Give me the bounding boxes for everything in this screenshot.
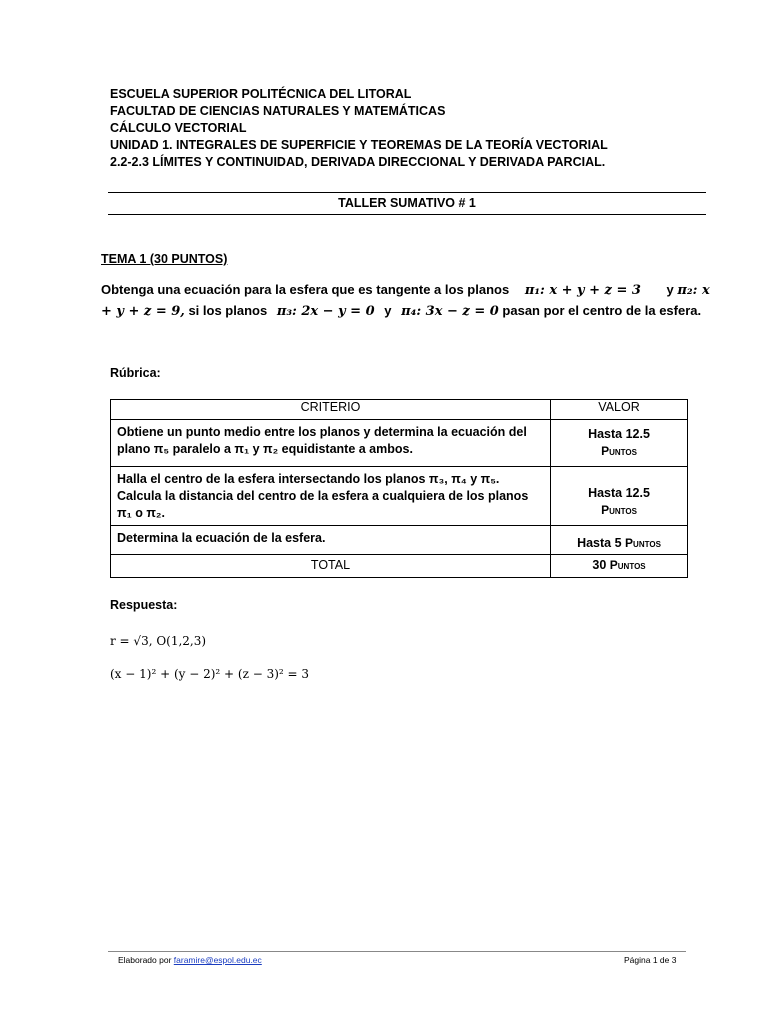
valor-unit: Puntos	[625, 536, 661, 550]
column-header-criterio: CRITERIO	[111, 400, 551, 420]
header-divider-bottom	[108, 214, 706, 215]
criterio-cell: Halla el centro de la esfera intersectando los planos π₃, π₄ y π₅. Calcula la distancia del centro de la esfera a cualquiera de los planos π₁ o π₂.	[111, 467, 551, 526]
valor-unit: Puntos	[601, 503, 637, 517]
header-divider-top	[108, 192, 706, 193]
answer-label: Respuesta:	[110, 598, 178, 612]
footer-elaborado: Elaborado por	[118, 955, 172, 965]
course-name: CÁLCULO VECTORIAL	[110, 121, 247, 135]
rubric-header-row	[111, 400, 688, 420]
author-email-link[interactable]: faramire@espol.edu.ec	[173, 955, 262, 965]
valor-cell	[551, 467, 688, 526]
rubric-label: Rúbrica:	[110, 366, 161, 380]
problem-text-2: si los planos	[188, 303, 268, 318]
total-amount: 30	[592, 558, 607, 572]
total-valor-cell	[551, 555, 688, 578]
total-unit: Puntos	[609, 558, 646, 572]
problem-text-3: pasan por el centro de la esfera.	[502, 303, 702, 318]
plane-pi2: π₂: x + y + z = 9,	[101, 283, 710, 319]
total-row	[111, 555, 688, 578]
problem-heading: TEMA 1 (30 PUNTOS)	[101, 252, 228, 266]
criterio-cell: Determina la ecuación de la esfera.	[111, 526, 551, 555]
footer-author	[118, 955, 262, 965]
plane-pi4: π₄: 3x − z = 0	[401, 304, 499, 319]
table-row	[111, 420, 688, 467]
valor-cell	[551, 420, 688, 467]
column-header-valor: VALOR	[551, 400, 688, 420]
answer-radius-center: r = √3, O(1,2,3)	[110, 634, 207, 648]
institution-name: ESCUELA SUPERIOR POLITÉCNICA DEL LITORAL	[110, 87, 412, 101]
valor-cell	[551, 526, 688, 555]
valor-amount: Hasta 12.5	[588, 486, 650, 500]
conjunction-y: y	[666, 282, 674, 297]
conjunction-y-2: y	[384, 303, 392, 318]
unit-title: UNIDAD 1. INTEGRALES DE SUPERFICIE Y TEOREMAS DE LA TEORÍA VECTORIAL	[110, 138, 608, 152]
table-row	[111, 526, 688, 555]
plane-pi1: π₁: x + y + z = 3	[524, 283, 641, 298]
footer-divider	[108, 951, 686, 952]
problem-statement	[101, 280, 717, 322]
valor-amount: Hasta 12.5	[588, 427, 650, 441]
total-label: TOTAL	[111, 555, 551, 578]
valor-amount: Hasta 5	[577, 536, 622, 550]
problem-text-1: Obtenga una ecuación para la esfera que es tangente a los planos	[101, 282, 510, 297]
answer-sphere-equation: (x − 1)² + (y − 2)² + (z − 3)² = 3	[110, 667, 310, 681]
valor-unit: Puntos	[601, 444, 637, 458]
page-number: Página 1 de 3	[624, 955, 677, 965]
rubric-table	[110, 399, 688, 578]
plane-pi3: π₃: 2x − y = 0	[276, 304, 375, 319]
topic-title: 2.2-2.3 LÍMITES Y CONTINUIDAD, DERIVADA DIRECCIONAL Y DERIVADA PARCIAL.	[110, 155, 606, 169]
faculty-name: FACULTAD DE CIENCIAS NATURALES Y MATEMÁTICAS	[110, 104, 446, 118]
document-header	[110, 86, 608, 171]
workshop-title: TALLER SUMATIVO # 1	[338, 196, 476, 210]
table-row	[111, 467, 688, 526]
criterio-cell: Obtiene un punto medio entre los planos y determina la ecuación del plano π₅ paralelo a π₁ y π₂ equidistante a ambos.	[111, 420, 551, 467]
